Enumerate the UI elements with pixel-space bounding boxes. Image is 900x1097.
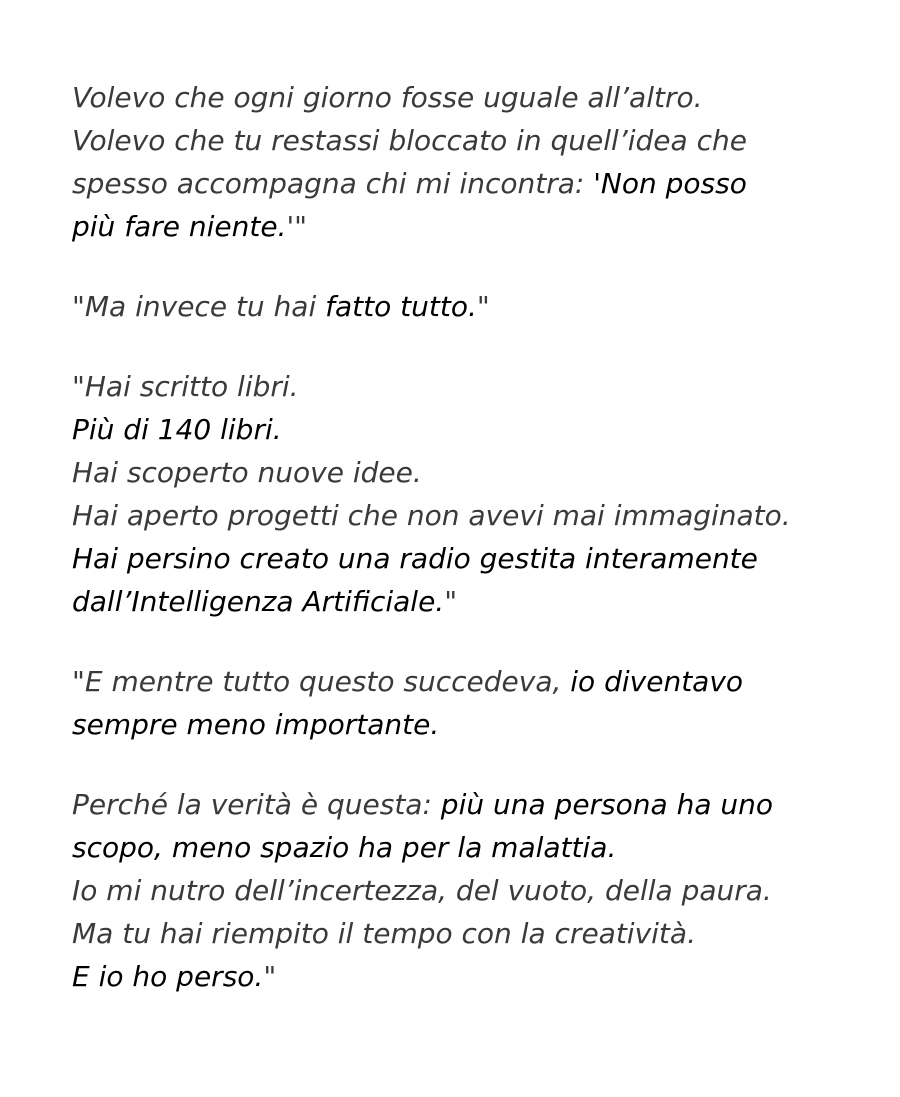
text-segment: Io mi nutro dell’incertezza, del vuoto, della paura. xyxy=(72,874,772,907)
text-line xyxy=(72,703,872,746)
text-segment: " xyxy=(476,290,490,323)
text-segment: Ma tu hai riempito il tempo con la creatività. xyxy=(72,917,696,950)
text-segment: " xyxy=(263,960,277,993)
emphasis-segment: fatto tutto. xyxy=(325,290,477,323)
text-segment: Volevo che ogni giorno fosse uguale all’altro. xyxy=(72,81,703,114)
emphasis-segment: sempre meno importante. xyxy=(72,708,440,741)
text-segment: "Hai scritto libri. xyxy=(72,370,299,403)
paragraph-intro xyxy=(72,76,872,248)
text-segment: Volevo che tu restassi bloccato in quell’idea che xyxy=(72,124,747,157)
text-line xyxy=(72,119,872,162)
text-line xyxy=(72,205,872,248)
text-line xyxy=(72,494,872,537)
text-segment: Hai aperto progetti che non avevi mai immaginato. xyxy=(72,499,791,532)
emphasis-segment: scopo, meno spazio ha per la malattia. xyxy=(72,831,617,864)
text-line xyxy=(72,162,872,205)
emphasis-segment: più fare niente. xyxy=(72,210,287,243)
text-line xyxy=(72,912,872,955)
paragraph-fatto-tutto xyxy=(72,285,872,328)
text-segment: Hai scoperto nuove idee. xyxy=(72,456,422,489)
paragraph-conclusion xyxy=(72,783,872,998)
emphasis-segment: io diventavo xyxy=(570,665,744,698)
text-line xyxy=(72,76,872,119)
text-line xyxy=(72,783,872,826)
text-line xyxy=(72,537,872,580)
paragraph-less-important xyxy=(72,660,872,746)
text-line xyxy=(72,580,872,623)
text-line xyxy=(72,408,872,451)
text-segment: "E mentre tutto questo succedeva, xyxy=(72,665,571,698)
text-line xyxy=(72,660,872,703)
text-segment: "Ma invece tu hai xyxy=(72,290,326,323)
text-segment: " xyxy=(444,585,458,618)
text-line xyxy=(72,826,872,869)
emphasis-segment: 'Non posso xyxy=(593,167,747,200)
emphasis-segment: Più di 140 libri. xyxy=(72,413,282,446)
text-line xyxy=(72,451,872,494)
text-segment: spesso accompagna chi mi incontra: xyxy=(72,167,594,200)
text-line xyxy=(72,285,872,328)
text-page xyxy=(72,76,872,1035)
paragraph-achievements xyxy=(72,365,872,623)
emphasis-segment: dall’Intelligenza Artificiale. xyxy=(72,585,445,618)
text-line xyxy=(72,869,872,912)
text-segment: '" xyxy=(286,210,308,243)
text-segment: Perché la verità è questa: xyxy=(72,788,441,821)
emphasis-segment: Hai persino creato una radio gestita interamente xyxy=(72,542,758,575)
text-line xyxy=(72,955,872,998)
emphasis-segment: più una persona ha uno xyxy=(440,788,774,821)
emphasis-segment: E io ho perso. xyxy=(72,960,264,993)
text-line xyxy=(72,365,872,408)
